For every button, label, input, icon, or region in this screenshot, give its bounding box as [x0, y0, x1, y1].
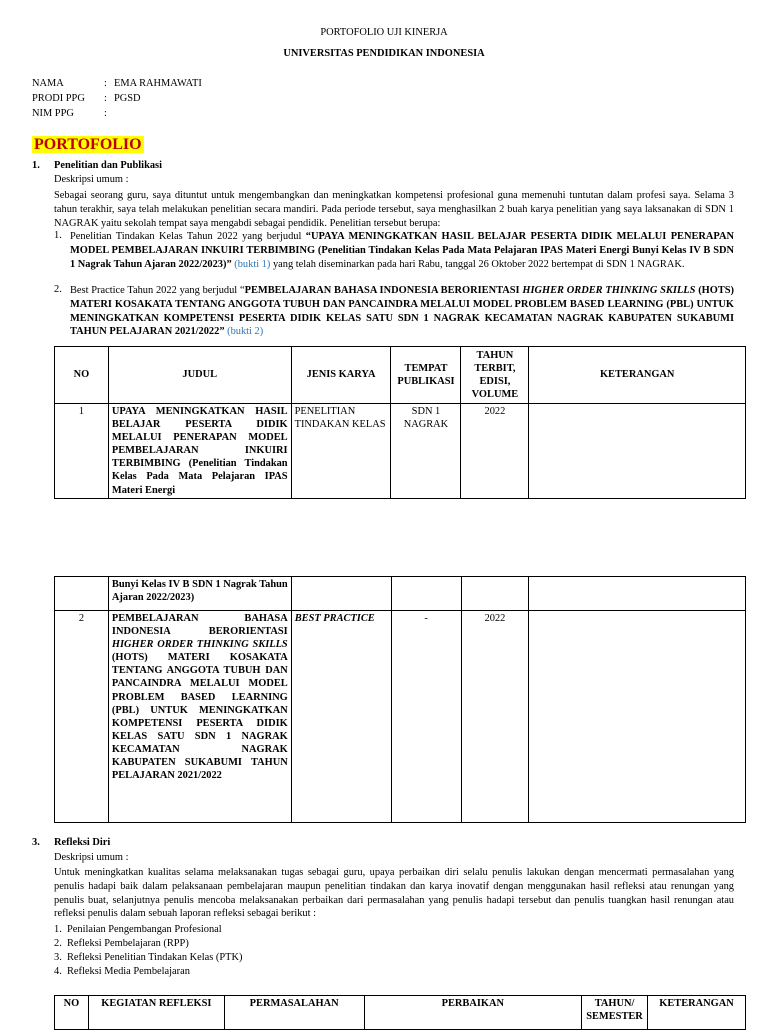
row1-keterangan [529, 404, 746, 499]
row1-cont-keterangan [529, 577, 746, 611]
row1-judul-continued: Bunyi Kelas IV B SDN 1 Nagrak Tahun Ajaran 2022/2023) [108, 577, 291, 611]
row2-no: 2 [55, 611, 109, 823]
row1-no: 1 [55, 404, 109, 499]
item1-suffix: yang telah diseminarkan pada hari Rabu, tanggal 26 Oktober 2022 bertempat di SDN 1 NAGRAK. [270, 258, 685, 270]
header-permasalahan: PERMASALAHAN [224, 996, 364, 1030]
bukti-1-link[interactable]: (bukti 1) [231, 258, 271, 270]
item1-title: “UPAYA MENINGKATKAN HASIL BELAJAR PESERTA DIDIK MELALUI PENERAPAN MODEL PEMBELAJARAN INKUIRI TERBIMBING (Penelitian Tindakan Kelas Pada Mata Pelajaran IPAS Materi Energi Bunyi Kelas IV B SDN 1 Nagrak Tahun Ajaran 2022/2023)” [70, 231, 734, 270]
header-kegiatan-refleksi: KEGIATAN REFLEKSI [88, 996, 224, 1030]
row1-judul: UPAYA MENINGKATKAN HASIL BELAJAR PESERTA DIDIK MELALUI PENERAPAN MODEL PEMBELAJARAN INKUIRI TERBIMBING (Penelitian Tindakan Kelas Pada Mata Pelajaran IPAS Materi Energi [108, 404, 291, 499]
section1-paragraph: Sebagai seorang guru, saya dituntut untuk mengembangkan dan meningkatkan kompetensi profesional guna memenuhi tuntutan dalam profesi saya. Selama 3 tahun terakhir, saya telah melakukan penelitian secara mandiri. Pada periode tersebut, saya menghasilkan 2 buah karya penelitian yang saya laksanakan di SDN 1 NAGRAK yaitu sekolah tempat saya mengabdi sebagai pendidik. Penelitian tersebut berupa: [54, 190, 734, 229]
section3-paragraph: Untuk meningkatkan kualitas selama melaksanakan tugas sebagai guru, upaya perbaikan diri selalu penulis lakukan dengan mencermati permasalahan yang penulis hadapi baik dalam pelaksanaan pembelajaran maupun penelitian tindakan dan karya inovatif dengan menggunakan hasil refleksi atau renungan yang penulis buat, selanjutnya penulis mencoba melaksanakan perbaikan dari permasalahan yang penulis hadapi tersebut dan penulis tuangkan hasil renungan atau refleksi penulis dalam sebuah laporan refleksi sebagai berikut : [54, 867, 734, 920]
list-item-number: 3. [54, 952, 62, 963]
item2-title-a: PEMBELAJARAN BAHASA INDONESIA BERORIENTASI [244, 285, 523, 296]
section3-number: 3. [32, 837, 40, 848]
list-item [54, 966, 190, 977]
prodi-colon: : [104, 93, 107, 104]
row1-tempat: SDN 1 NAGRAK [391, 404, 461, 499]
header-keterangan: KETERANGAN [648, 996, 746, 1030]
header-jenis-karya: JENIS KARYA [291, 347, 391, 404]
item2-prefix: Best Practice Tahun 2022 yang berjudul “ [70, 285, 245, 296]
list-item-number: 2. [54, 938, 62, 949]
nama-colon: : [104, 78, 107, 89]
nim-label: NIM PPG [32, 108, 74, 119]
row2-judul-a: PEMBELAJARAN BAHASA INDONESIA BERORIENTASI [111, 613, 288, 638]
item2-title-italic: HIGHER ORDER THINKING SKILLS [522, 285, 696, 296]
row1-cont-jenis [291, 577, 391, 611]
prodi-value: PGSD [114, 93, 141, 104]
portfolio-heading [32, 136, 144, 154]
section1-title: Penelitian dan Publikasi [54, 160, 162, 171]
header-judul: JUDUL [108, 347, 291, 404]
section3-desc-label: Deskripsi umum : [54, 852, 129, 863]
row1-cont-no [55, 577, 109, 611]
reflection-table-header-row [55, 996, 746, 1030]
row1-jenis: PENELITIAN TINDAKAN KELAS [291, 404, 391, 499]
portfolio-heading-text: PORTOFOLIO [34, 136, 142, 153]
list-item-text: Penilaian Pengembangan Profesional [67, 924, 222, 935]
section1-item2-number: 2. [54, 284, 62, 295]
nama-value: EMA RAHMAWATI [114, 78, 202, 89]
list-item-number: 4. [54, 966, 62, 977]
row1-cont-tempat [391, 577, 461, 611]
publication-table-continued [54, 576, 746, 823]
section1-item1 [70, 230, 734, 271]
header-keterangan: KETERANGAN [529, 347, 746, 404]
row1-tahun: 2022 [461, 404, 529, 499]
section1-item1-number: 1. [54, 230, 62, 241]
table-row [55, 404, 746, 499]
publication-table-header-row [55, 347, 746, 404]
publication-table [54, 346, 746, 499]
header-tempat-publikasi: TEMPAT PUBLIKASI [391, 347, 461, 404]
row2-tempat: - [391, 611, 461, 823]
header-tahun-semester: TAHUN/ SEMESTER [582, 996, 648, 1030]
row2-keterangan [529, 611, 746, 823]
header-tahun-terbit: TAHUN TERBIT, EDISI, VOLUME [461, 347, 529, 404]
item1-prefix: Penelitian Tindakan Kelas Tahun 2022 yang berjudul [70, 231, 306, 242]
document-title: PORTOFOLIO UJI KINERJA [320, 27, 448, 38]
nim-colon: : [104, 108, 107, 119]
row2-judul [108, 611, 291, 823]
bukti-2-link[interactable]: (bukti 2) [224, 326, 264, 338]
nama-label: NAMA [32, 78, 64, 89]
section1-item2 [70, 284, 734, 339]
list-item [54, 952, 242, 963]
item2-title-b: (HOTS) MATERI KOSAKATA TENTANG ANGGOTA TUBUH DAN PANCAINDRA MELALUI MODEL PROBLEM BASED LEARNING (PBL) UNTUK MENINGKATKAN KOMPETENSI PESERTA DIDIK KELAS SATU SDN 1 NAGRAK KECAMATAN NAGRAK KABUPATEN SUKABUMI TAHUN PELAJARAN 2021/2022” [70, 285, 734, 338]
row2-judul-b: (HOTS) MATERI KOSAKATA TENTANG ANGGOTA TUBUH DAN PANCAINDRA MELALUI MODEL PROBLEM BASED LEARNING (PBL) UNTUK MENINGKATKAN KOMPETENSI PESERTA DIDIK KELAS SATU SDN 1 NAGRAK KECAMATAN NAGRAK KABUPATEN SUKABUMI TAHUN PELAJARAN 2021/2022 [111, 652, 288, 782]
row1-cont-tahun [461, 577, 529, 611]
university-name: UNIVERSITAS PENDIDIKAN INDONESIA [283, 48, 485, 59]
list-item-text: Refleksi Penelitian Tindakan Kelas (PTK) [67, 952, 243, 963]
table-row [55, 577, 746, 611]
reflection-table [54, 995, 746, 1030]
header-no: NO [55, 996, 89, 1030]
list-item-text: Refleksi Pembelajaran (RPP) [67, 938, 189, 949]
header-perbaikan: PERBAIKAN [364, 996, 581, 1030]
section1-number: 1. [32, 160, 40, 171]
row2-judul-italic: HIGHER ORDER THINKING SKILLS [111, 639, 288, 651]
table-row [55, 611, 746, 823]
row2-jenis: BEST PRACTICE [291, 611, 391, 823]
section1-desc-label: Deskripsi umum : [54, 174, 129, 185]
list-item-text: Refleksi Media Pembelajaran [67, 966, 190, 977]
list-item-number: 1. [54, 924, 62, 935]
row2-tahun: 2022 [461, 611, 529, 823]
list-item [54, 938, 189, 949]
prodi-label: PRODI PPG [32, 93, 85, 104]
list-item [54, 924, 222, 935]
header-no: NO [55, 347, 109, 404]
section3-title: Refleksi Diri [54, 837, 111, 848]
